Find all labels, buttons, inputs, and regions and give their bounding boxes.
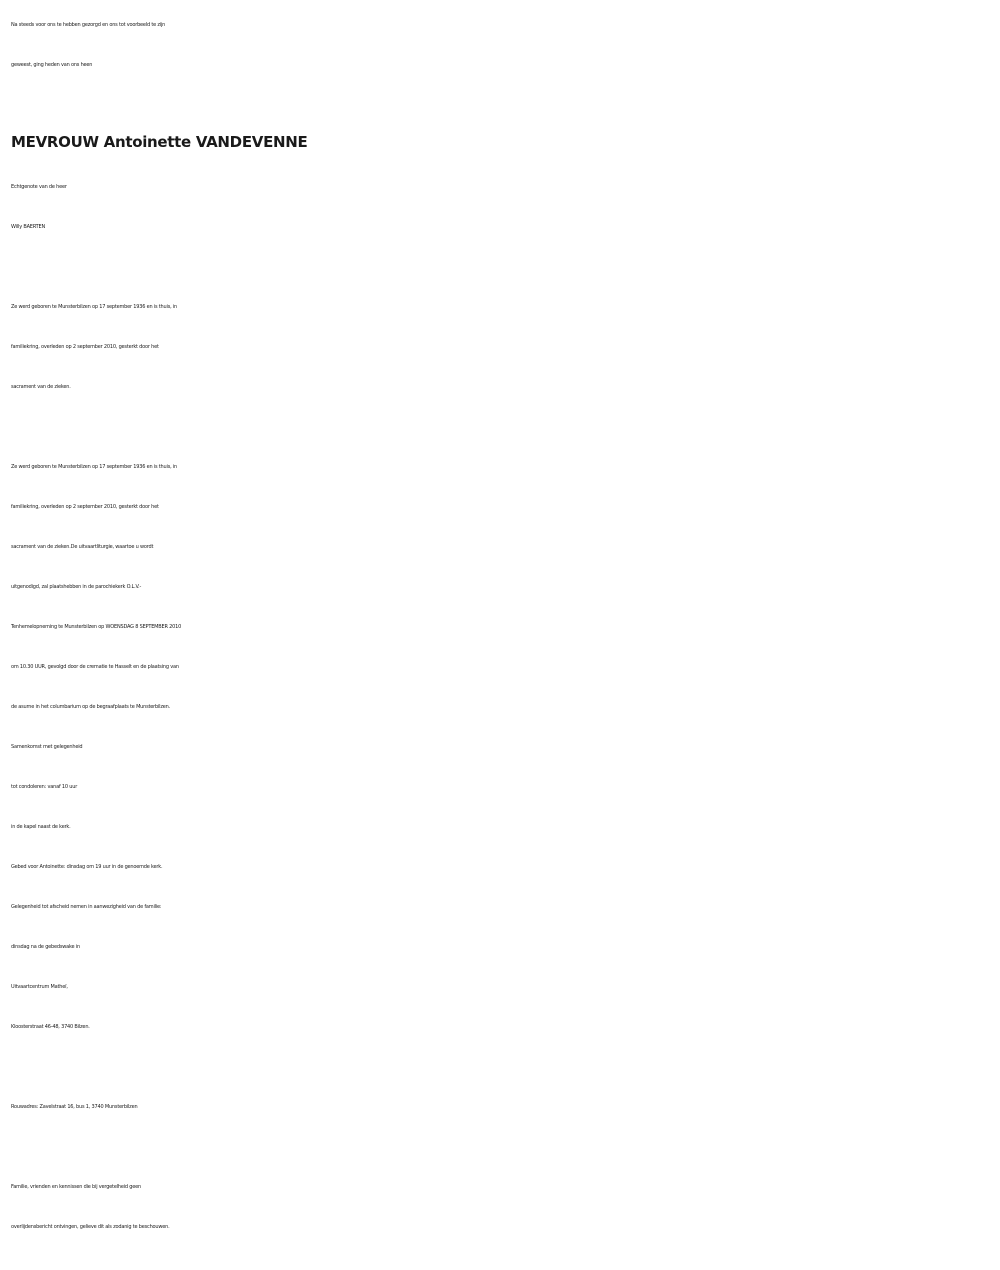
paragraph-line: dinsdag na de gebedswake in	[11, 944, 80, 950]
paragraph-line: om 10.30 UUR, gevolgd door de crematie te Hasselt en de plaatsing van	[11, 664, 179, 670]
paragraph-birth-death	[11, 287, 991, 407]
paragraph-line: tot condoleren: vanaf 10 uur	[11, 784, 78, 790]
paragraph-funeral-details	[11, 447, 991, 1047]
deceased-name: MEVROUW Antoinette VANDEVENNE	[11, 133, 308, 151]
paragraph-line: Gelegenheid tot afscheid nemen in aanwezigheid van de familie:	[11, 904, 162, 910]
paragraph-line: sacrament van de zieken.	[11, 384, 71, 390]
paragraph-line: Gebed voor Antoinette: dinsdag om 19 uur in de genoemde kerk.	[11, 864, 163, 870]
paragraph-line: de asurne in het columbarium op de begraafplaats te Munsterbilzen.	[11, 704, 171, 710]
intro-text	[11, 5, 991, 85]
spouse-line: Echtgenote van de heer	[11, 184, 67, 190]
closing-line: Familie, vrienden en kennissen die bij vergetelheid geen	[11, 1184, 141, 1190]
obituary-notice	[11, 5, 991, 1247]
spacer	[11, 247, 991, 287]
mourning-address: Rouwadres: Zavelstraat 16, bus 1, 3740 Munsterbilzen	[11, 1104, 138, 1110]
intro-line: Na steeds voor ons te hebben gezorgd en ons tot voorbeeld te zijn	[11, 22, 166, 28]
paragraph-line: Kloosterstraat 46-48, 3740 Bilzen.	[11, 1024, 90, 1030]
spacer	[11, 1047, 991, 1087]
spacer	[11, 1127, 991, 1167]
spacer	[11, 407, 991, 447]
paragraph-line: Samenkomst met gelegenheid	[11, 744, 83, 750]
paragraph-line: Ze werd geboren te Munsterbilzen op 17 september 1936 en is thuis, in	[11, 464, 178, 470]
paragraph-line: familiekring, overleden op 2 september 2010, gesterkt door het	[11, 344, 159, 350]
paragraph-line: in de kapel naast de kerk.	[11, 824, 71, 830]
paragraph-line: sacrament van de zieken.De uitvaartliturgie, waartoe u wordt	[11, 544, 154, 550]
intro-line: geweest, ging heden van ons heen	[11, 62, 93, 68]
paragraph-line: Ze werd geboren te Munsterbilzen op 17 september 1936 en is thuis, in	[11, 304, 178, 310]
paragraph-line: Tenhemelopneming te Munsterbilzen op WOENSDAG 8 SEPTEMBER 2010	[11, 624, 182, 630]
closing-line: overlijdensbericht ontvingen, gelieve dit als zodanig te beschouwen.	[11, 1224, 170, 1230]
paragraph-line: uitgenodigd, zal plaatshebben in de parochiekerk O.L.V.-	[11, 584, 142, 590]
spouse-info	[11, 167, 991, 247]
paragraph-line: familiekring, overleden op 2 september 2010, gesterkt door het	[11, 504, 159, 510]
paragraph-line: Uitvaartcentrum Matheï,	[11, 984, 68, 990]
closing-text	[11, 1167, 991, 1247]
spouse-line: Willy BAERTEN	[11, 224, 46, 230]
